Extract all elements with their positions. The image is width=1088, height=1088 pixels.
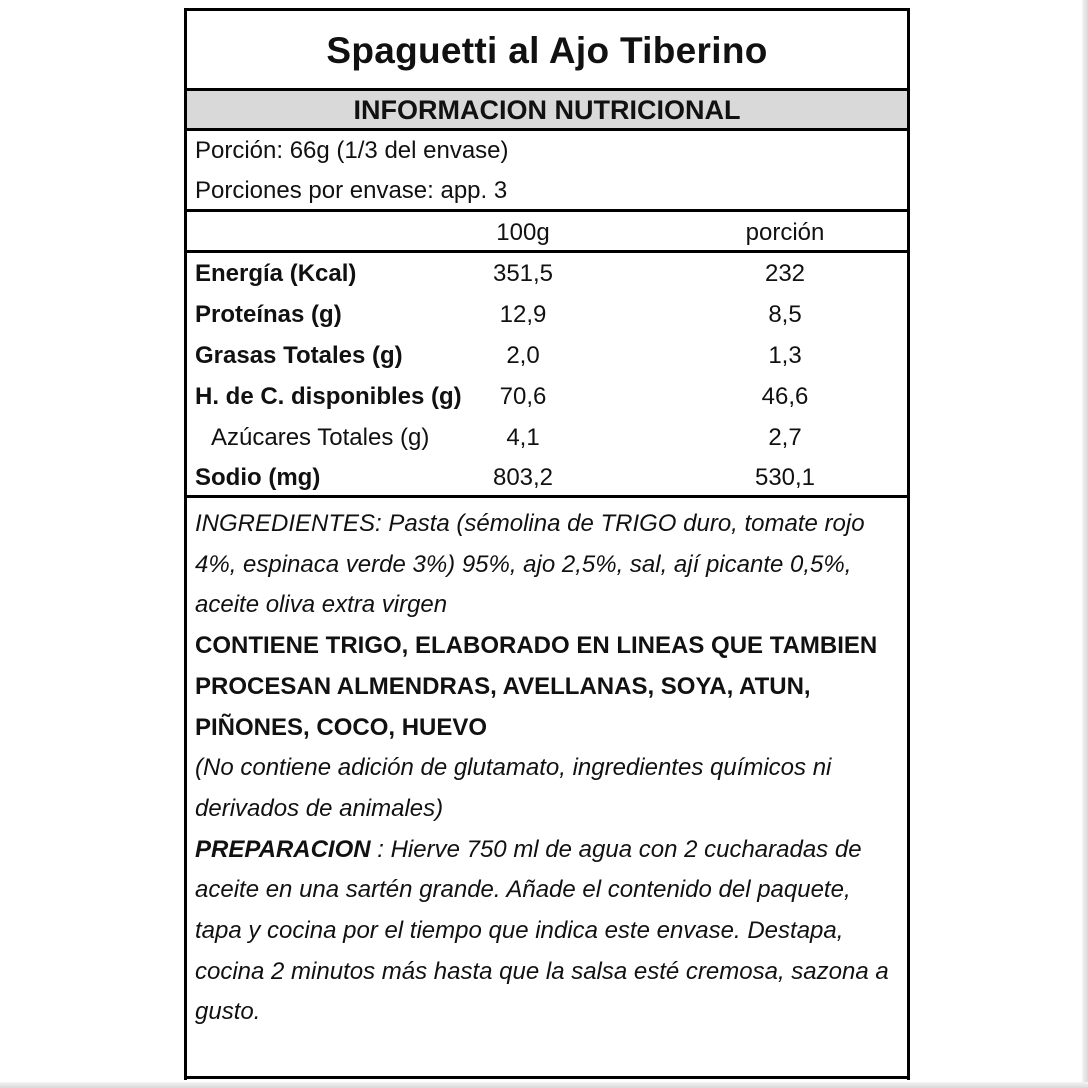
nutrient-label: Grasas Totales (g)	[195, 342, 403, 369]
nutrient-label: Azúcares Totales (g)	[211, 424, 430, 451]
portion-size: Porción: 66g (1/3 del envase)	[195, 137, 509, 164]
column-header-100g: 100g	[496, 219, 550, 246]
nutrient-value-100g: 803,2	[492, 464, 554, 491]
nutrient-label: Energía (Kcal)	[195, 260, 357, 287]
nutrient-value-100g: 2,0	[506, 342, 540, 369]
nutrient-label: Proteínas (g)	[195, 301, 342, 328]
nutrient-label: H. de C. disponibles (g)	[195, 383, 462, 410]
nutrient-row-sodium	[187, 458, 907, 498]
preparation-heading: PREPARACION	[195, 835, 371, 863]
divider-nutrients	[187, 495, 907, 498]
divider-serving	[187, 209, 907, 212]
nutrient-value-portion: 530,1	[754, 464, 816, 491]
column-header-portion: porción	[745, 219, 825, 246]
nutrient-value-100g: 70,6	[499, 383, 547, 410]
nutrient-value-portion: 46,6	[761, 383, 809, 410]
allergen-warning: CONTIENE TRIGO, ELABORADO EN LINEAS QUE TAMBIEN PROCESAN ALMENDRAS, AVELLANAS, SOYA, ATUN, PIÑONES, COCO, HUEVO	[195, 632, 878, 741]
page-shadow-bottom	[0, 1082, 1088, 1088]
nutrient-value-portion: 2,7	[768, 424, 802, 451]
page-shadow-right	[1082, 0, 1088, 1088]
divider-header	[187, 128, 907, 131]
column-header-row	[187, 213, 907, 253]
preparation-instructions	[195, 830, 893, 1034]
servings-per-pack: Porciones por envase: app. 3	[195, 177, 508, 204]
divider-bottom	[187, 1076, 907, 1079]
nutrient-row-fat	[187, 336, 907, 376]
nutrition-label	[184, 8, 910, 1080]
nutrient-value-100g: 351,5	[492, 260, 554, 287]
ingredients-section	[195, 504, 893, 1033]
nutrient-value-portion: 232	[764, 260, 806, 287]
section-header: INFORMACION NUTRICIONAL	[187, 91, 907, 128]
nutrient-value-portion: 8,5	[768, 301, 802, 328]
divider-columns	[187, 250, 907, 253]
product-title: Spaguetti al Ajo Tiberino	[326, 30, 768, 71]
nutrient-row-sugars	[187, 418, 907, 458]
nutrient-row-protein	[187, 295, 907, 335]
nutrient-row-energy	[187, 254, 907, 294]
nutrient-row-carbs	[187, 377, 907, 417]
nutrient-label: Sodio (mg)	[195, 464, 321, 491]
nutrient-value-100g: 4,1	[506, 424, 540, 451]
disclaimer-text: (No contiene adición de glutamato, ingredientes químicos ni derivados de animales)	[195, 754, 832, 822]
preparation-text: : Hierve 750 ml de agua con 2 cucharadas de aceite en una sartén grande. Añade el contenido del paquete, tapa y cocina por el tiempo que indica este envase. Destapa, cocina 2 minutos más hasta que la salsa esté cremosa, sazona a gusto.	[195, 835, 889, 1026]
ingredients-text: INGREDIENTES: Pasta (sémolina de TRIGO duro, tomate rojo 4%, espinaca verde 3%) 95%, ajo 2,5%, sal, ají picante 0,5%, aceite oliva extra virgen	[195, 510, 865, 619]
nutrient-value-portion: 1,3	[768, 342, 802, 369]
nutrient-value-100g: 12,9	[499, 301, 547, 328]
